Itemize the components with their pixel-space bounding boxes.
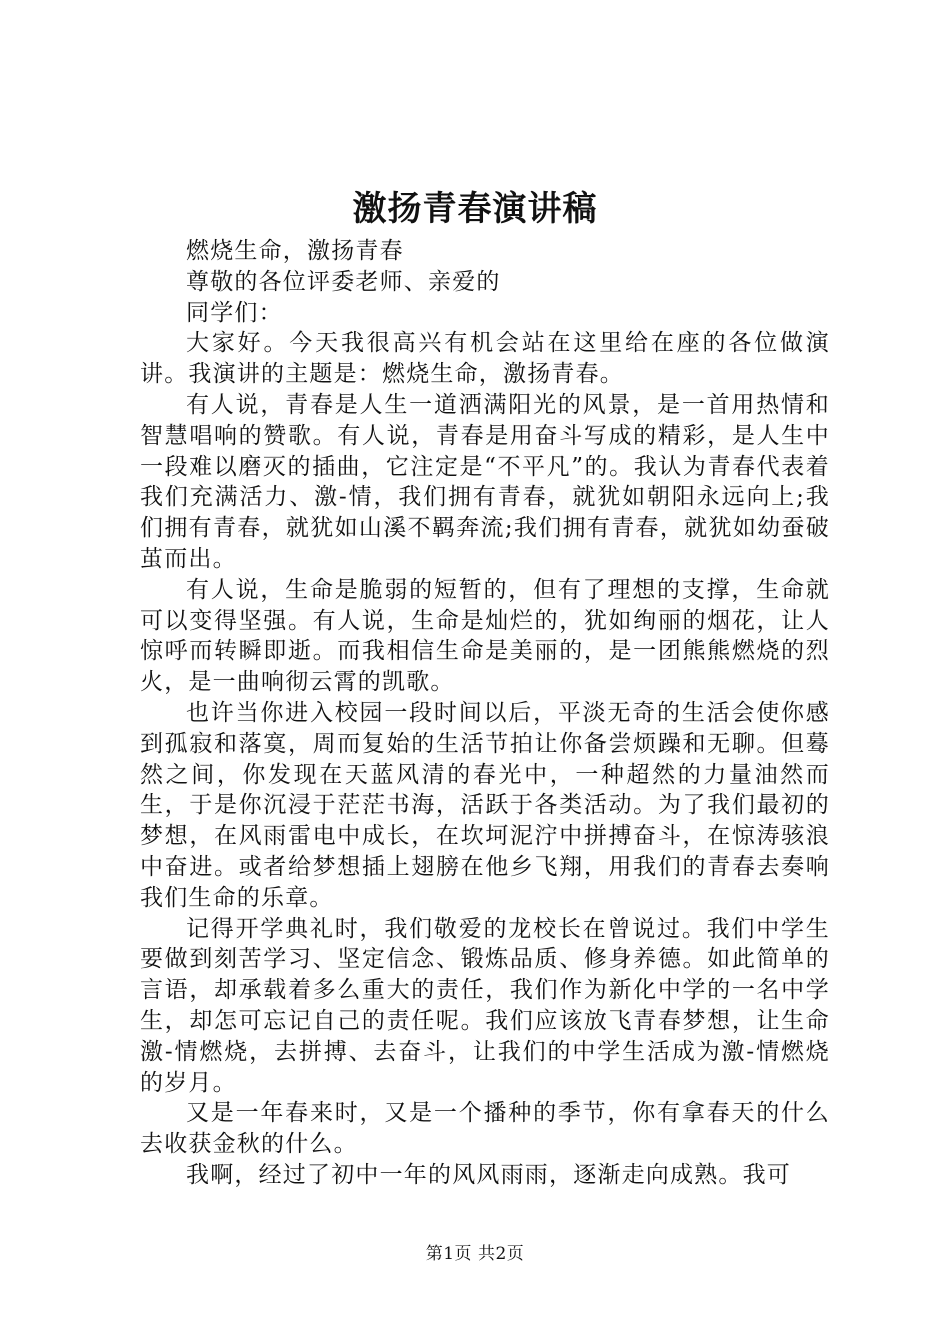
document-title: 激扬青春演讲稿 (352, 189, 598, 229)
document-body (140, 236, 830, 1191)
paragraph: 有人说，生命是脆弱的短暂的，但有了理想的支撑，生命就可以变得坚强。有人说，生命是灿烂的，犹如绚丽的烟花，让人惊呼而转瞬即逝。而我相信生命是美丽的，是一团熊熊燃烧的烈火，是一曲响彻云霄的凯歌。 (140, 576, 830, 696)
paragraph: 有人说，青春是人生一道洒满阳光的风景，是一首用热情和智慧唱响的赞歌。有人说，青春是用奋斗写成的精彩，是人生中一段难以磨灭的插曲，它注定是“不平凡”的。我认为青春代表着我们充满活力、激-情，我们拥有青春，就犹如朝阳永远向上;我们拥有青春，就犹如山溪不羁奔流;我们拥有青春，就犹如幼蚕破茧而出。 (140, 391, 830, 572)
paragraph: 记得开学典礼时，我们敬爱的龙校长在曾说过。我们中学生要做到刻苦学习、坚定信念、锻炼品质、修身养德。如此简单的言语，却承载着多么重大的责任，我们作为新化中学的一名中学生，却怎可忘记自己的责任呢。我们应该放飞青春梦想，让生命激-情燃烧，去拼搏、去奋斗，让我们的中学生活成为激-情燃烧的岁月。 (140, 915, 830, 1096)
paragraph: 大家好。今天我很高兴有机会站在这里给在座的各位做演讲。我演讲的主题是：燃烧生命，激扬青春。 (140, 330, 830, 388)
paragraph-salutation-continued: 同学们： (186, 299, 283, 326)
paragraph-salutation: 尊敬的各位评委老师、亲爱的 (186, 268, 501, 295)
paragraph: 又是一年春来时，又是一个播种的季节，你有拿春天的什么去收获金秋的什么。 (140, 1100, 830, 1158)
page-number-footer: 第1页 共2页 (425, 1244, 525, 1264)
paragraph-subtitle: 燃烧生命，激扬青春 (186, 238, 404, 264)
paragraph: 也许当你进入校园一段时间以后，平淡无奇的生活会使你感到孤寂和落寞，周而复始的生活节拍让你备尝烦躁和无聊。但蓦然之间，你发现在天蓝风清的春光中，一种超然的力量油然而生，于是你沉浸于茫茫书海，活跃于各类活动。为了我们最初的梦想，在风雨雷电中成长，在坎坷泥泞中拼搏奋斗，在惊涛骇浪中奋进。或者给梦想插上翅膀在他乡飞翔，用我们的青春去奏响我们生命的乐章。 (140, 699, 830, 911)
paragraph: 我啊，经过了初中一年的风风雨雨，逐渐走向成熟。我可 (186, 1161, 791, 1188)
